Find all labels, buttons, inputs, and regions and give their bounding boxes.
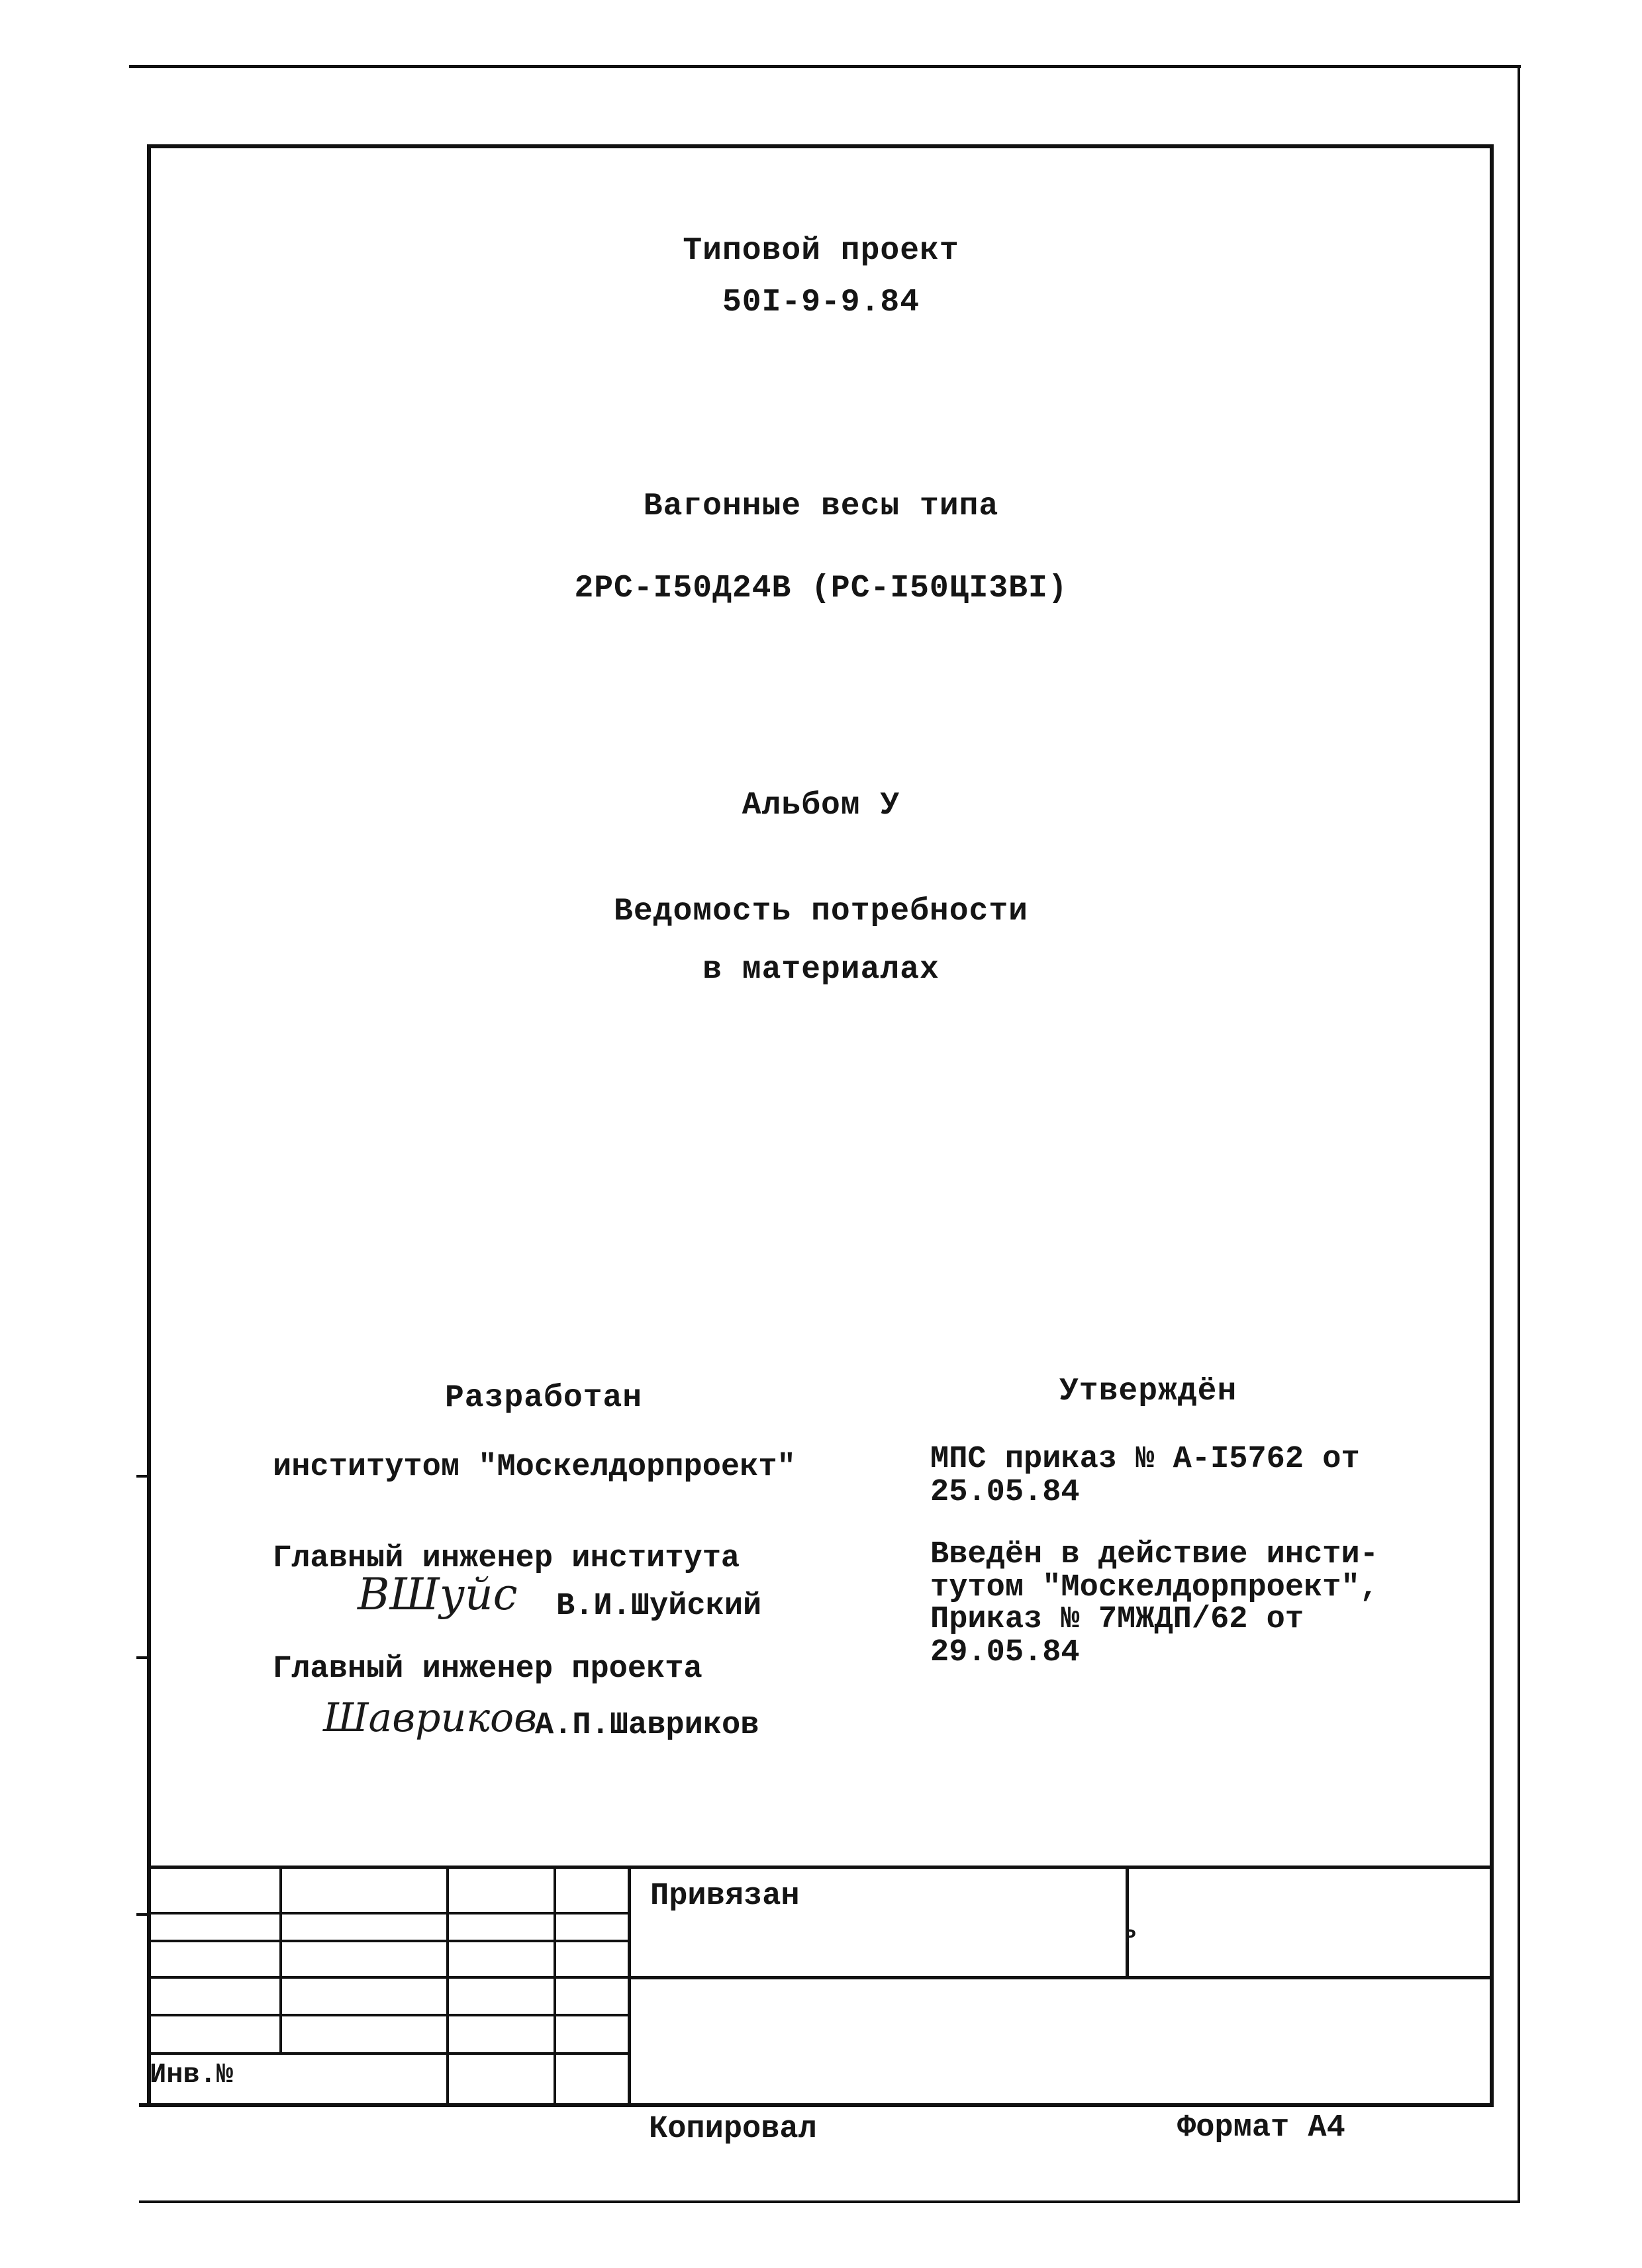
margin-tick [136, 1656, 150, 1659]
developed-heading: Разработан [445, 1380, 643, 1416]
grid-col-line [446, 1866, 449, 2106]
title-block-divider-right [1126, 1866, 1129, 1978]
frame-top [147, 144, 1493, 148]
grid-row-line [147, 1940, 629, 1942]
title-block-mid [628, 1976, 1494, 1979]
title-block-top [147, 1866, 1494, 1869]
project-label: Типовой проект [683, 233, 959, 269]
approved-intro-line-2: тутом "Москелдорпроект", [930, 1570, 1378, 1605]
copied-label: Копировал [649, 2112, 817, 2147]
margin-tick [136, 1475, 150, 1478]
approved-order-line-1: МПС приказ № А-I5762 от [930, 1442, 1360, 1477]
title-block-mark: Р [1124, 1926, 1137, 1949]
subject-model: 2РС-I50Д24В (РС-I50ЦI3ВI) [574, 571, 1068, 606]
approved-intro-line-3: Приказ № 7МЖДП/62 от [930, 1602, 1304, 1637]
approved-order-line-2: 25.05.84 [930, 1475, 1080, 1510]
approved-intro-line-1: Введён в действие инсти- [930, 1537, 1378, 1572]
album-subtitle-1: Ведомость потребности [614, 894, 1028, 929]
title-block-divider [628, 1866, 631, 2106]
approved-heading: Утверждён [1059, 1374, 1237, 1409]
inv-label: Инв.№ [150, 2059, 234, 2091]
chief-engineer-name: В.И.Шуйский [556, 1589, 762, 1624]
subject-title: Вагонные весы типа [643, 489, 999, 524]
chief-engineer-label: Главный инженер института [273, 1541, 740, 1576]
grid-row-line [147, 1912, 629, 1914]
project-engineer-name: А.П.Шавриков [535, 1708, 759, 1743]
frame-bottom [139, 2103, 1494, 2107]
developed-institute: институтом "Москелдорпроект" [273, 1450, 796, 1485]
tied-label: Привязан [650, 1879, 800, 1914]
approved-intro-line-4: 29.05.84 [930, 1635, 1080, 1670]
project-engineer-label: Главный инженер проекта [273, 1652, 702, 1687]
bottom-sheet-line [139, 2200, 1520, 2203]
grid-row-line [147, 2052, 629, 2055]
frame-left [147, 144, 151, 2107]
grid-row-line [147, 1976, 629, 1979]
grid-row-line [147, 2014, 629, 2016]
frame-right [1490, 144, 1494, 2107]
format-label: Формат А4 [1177, 2110, 1345, 2146]
project-engineer-signature: Шавриков [323, 1695, 538, 1741]
album-title: Альбом У [742, 788, 900, 824]
chief-engineer-signature: ВШуйс [358, 1569, 518, 1620]
grid-col-line [554, 1866, 556, 2106]
top-sheet-line [129, 65, 1521, 68]
right-sheet-line [1518, 65, 1520, 2203]
album-subtitle-2: в материалах [702, 952, 940, 988]
project-code: 50I-9-9.84 [722, 285, 920, 320]
grid-col-line [279, 1866, 282, 2052]
